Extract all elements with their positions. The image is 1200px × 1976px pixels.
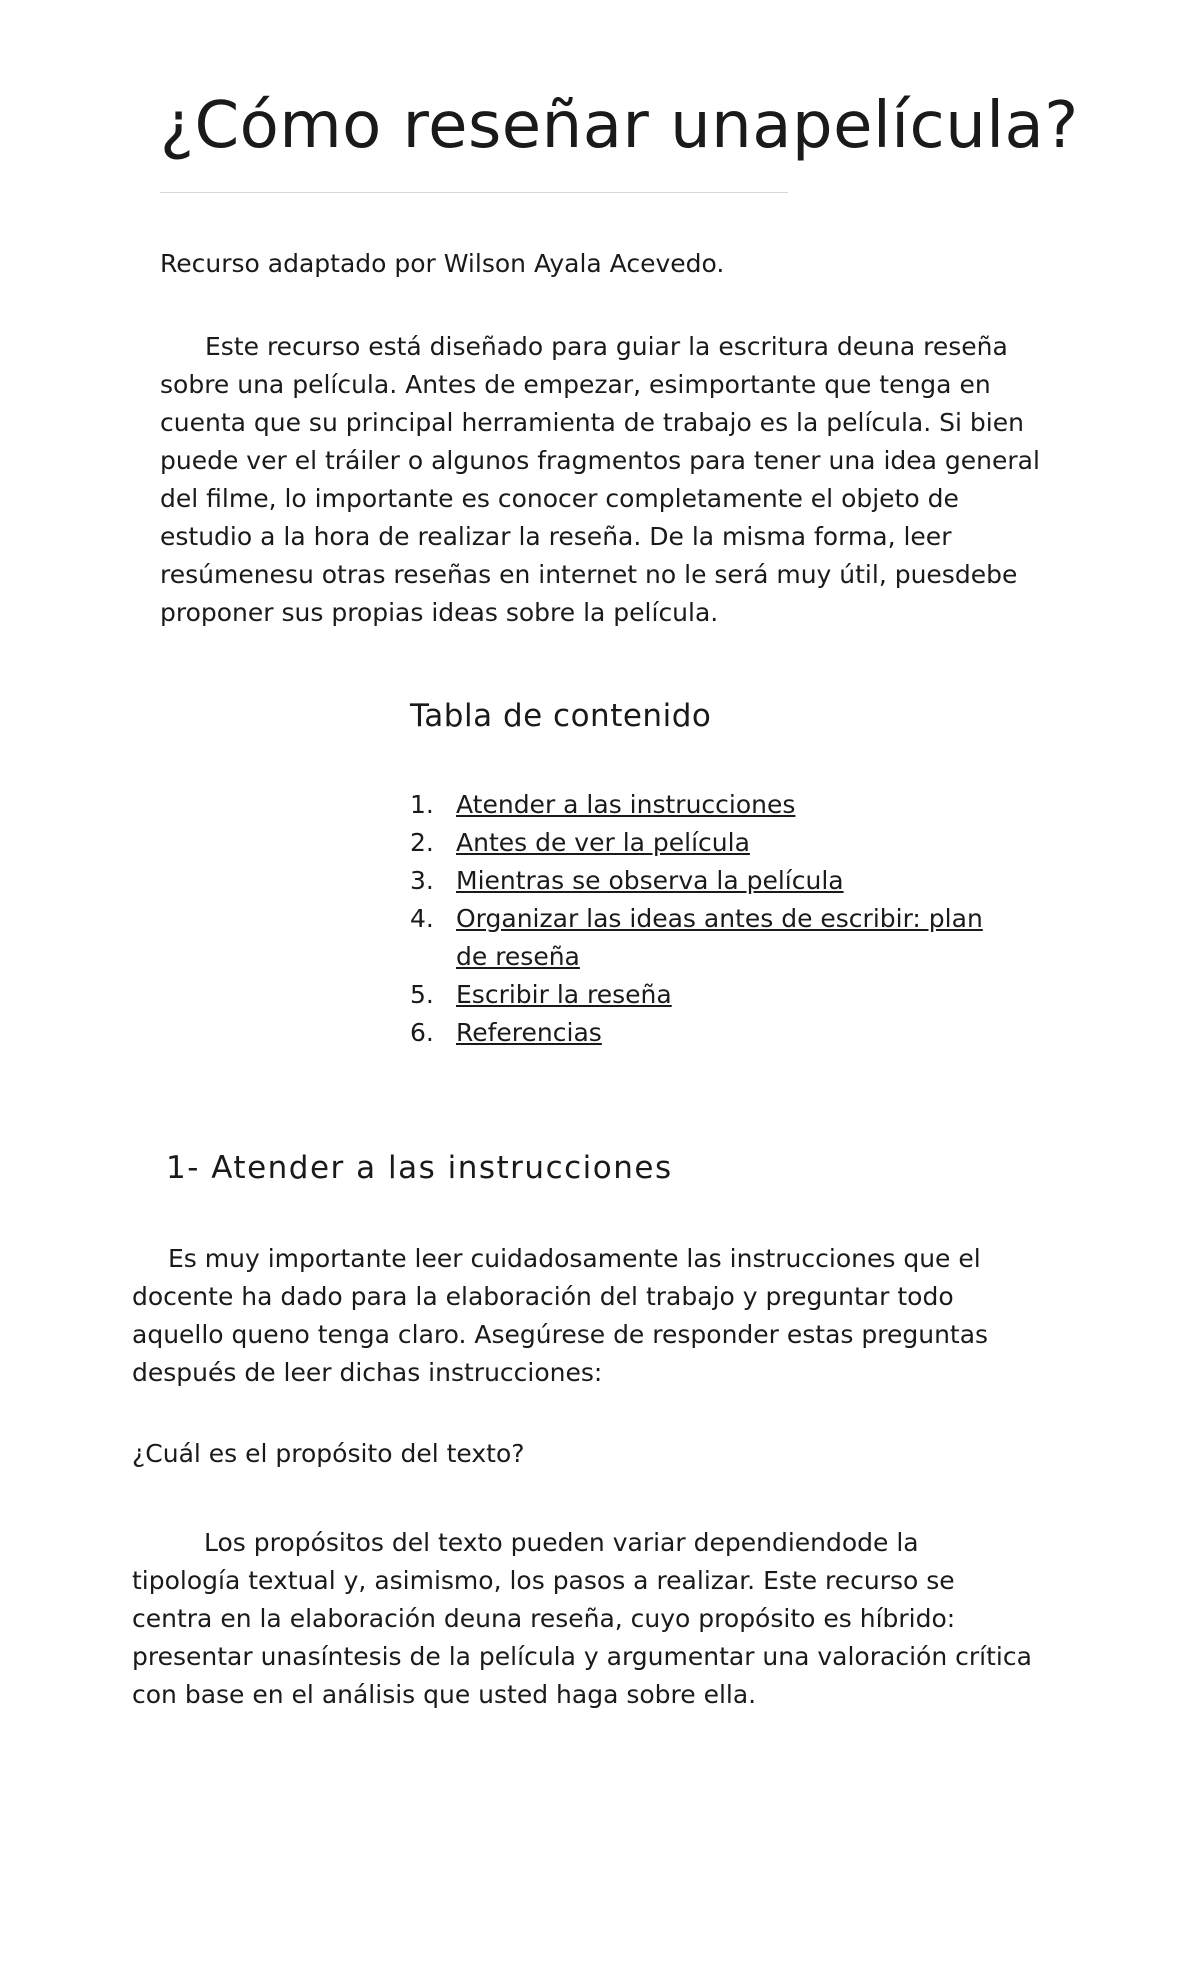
toc-item-number: 5. bbox=[410, 980, 434, 1009]
toc-heading: Tabla de contenido bbox=[410, 698, 712, 734]
toc-item-number: 4. bbox=[410, 904, 434, 933]
toc-link-organizar-ideas[interactable]: Organizar las ideas antes de escribir: plan de reseña bbox=[456, 904, 983, 971]
section-heading: 1- Atender a las instrucciones bbox=[166, 1150, 673, 1186]
toc-item-number: 1. bbox=[410, 790, 434, 819]
toc-link-atender-instrucciones[interactable]: Atender a las instrucciones bbox=[456, 790, 796, 819]
author-credit: Recurso adaptado por Wilson Ayala Acevedo. bbox=[160, 249, 725, 278]
toc-item bbox=[410, 1014, 1010, 1052]
toc-item-number: 2. bbox=[410, 828, 434, 857]
toc-item bbox=[410, 824, 1010, 862]
toc-item bbox=[410, 786, 1010, 824]
table-of-contents bbox=[410, 786, 1010, 1052]
toc-link-mientras-se-observa[interactable]: Mientras se observa la película bbox=[456, 866, 844, 895]
title-divider bbox=[160, 192, 788, 193]
question-heading: ¿Cuál es el propósito del texto? bbox=[132, 1439, 525, 1468]
toc-item bbox=[410, 900, 1010, 976]
toc-item bbox=[410, 976, 1010, 1014]
intro-paragraph: Este recurso está diseñado para guiar la escritura deuna reseña sobre una película. Antes de empezar, esimportante que tenga en cuenta que su principal herramienta de trabajo es la película. Si bien puede ver el tráiler o algunos fragmentos para tener una idea general del filme, lo importante es conocer completamente el objeto de estudio a la hora de realizar la reseña. De la misma forma, leer resúmenesu otras reseñas en internet no le será muy útil, puesdebe proponer sus propias ideas sobre la película. bbox=[160, 332, 1040, 627]
section-paragraph: Es muy importante leer cuidadosamente las instrucciones que el docente ha dado para la elaboración del trabajo y preguntar todo aquello queno tenga claro. Asegúrese de responder estas preguntas después de leer dichas instrucciones: bbox=[132, 1244, 989, 1387]
toc-item-number: 6. bbox=[410, 1018, 434, 1047]
purpose-paragraph: Los propósitos del texto pueden variar dependiendode la tipología textual y, asimismo, los pasos a realizar. Este recurso se centra en la elaboración deuna reseña, cuyo propósito es híbrido: presentar unasíntesis de la película y argumentar una valoración crítica con base en el análisis que usted haga sobre ella. bbox=[132, 1528, 1032, 1709]
toc-item-number: 3. bbox=[410, 866, 434, 895]
toc-link-antes-de-ver[interactable]: Antes de ver la película bbox=[456, 828, 750, 857]
toc-link-escribir-resena[interactable]: Escribir la reseña bbox=[456, 980, 672, 1009]
page-title: ¿Cómo reseñar unapelícula? bbox=[160, 89, 1079, 163]
toc-link-referencias[interactable]: Referencias bbox=[456, 1018, 602, 1047]
toc-item bbox=[410, 862, 1010, 900]
